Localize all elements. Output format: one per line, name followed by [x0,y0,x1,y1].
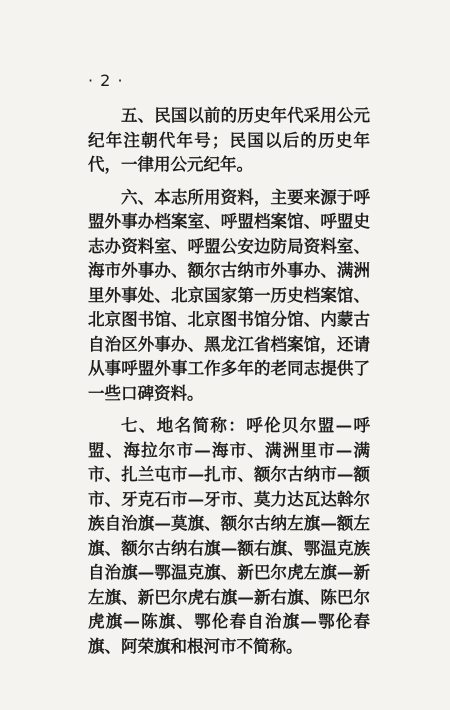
body-text [88,104,370,667]
paragraph-seven: 七、地名简称：呼伦贝尔盟—呼盟、海拉尔市—海市、满洲里市—满市、扎兰屯市—扎市、额尔古纳市—额市、牙克石市—牙市、莫力达瓦达斡尔族自治旗—莫旗、额尔古纳左旗—额左旗、额尔古纳右旗—额右旗、鄂温克族自治旗—鄂温克旗、新巴尔虎左旗—新左旗、新巴尔虎右旗—新右旗、陈巴尔虎旗—陈旗、鄂伦春自治旗—鄂伦春旗、阿荣旗和根河市不简称。 [88,416,370,656]
paragraph-six: 六、本志所用资料，主要来源于呼盟外事办档案室、呼盟档案馆、呼盟史志办资料室、呼盟公安边防局资料室、海市外事办、额尔古纳市外事办、满洲里外事处、北京国家第一历史档案馆、北京图书馆、北京图书馆分馆、内蒙古自治区外事办、黑龙江省档案馆，还请从事呼盟外事工作多年的老同志提供了一些口碑资料。 [88,187,370,403]
paragraph-five: 五、民国以前的历史年代采用公元纪年注朝代年号；民国以后的历史年代，一律用公元纪年。 [88,106,370,174]
page-number: · 2 · [88,71,124,90]
